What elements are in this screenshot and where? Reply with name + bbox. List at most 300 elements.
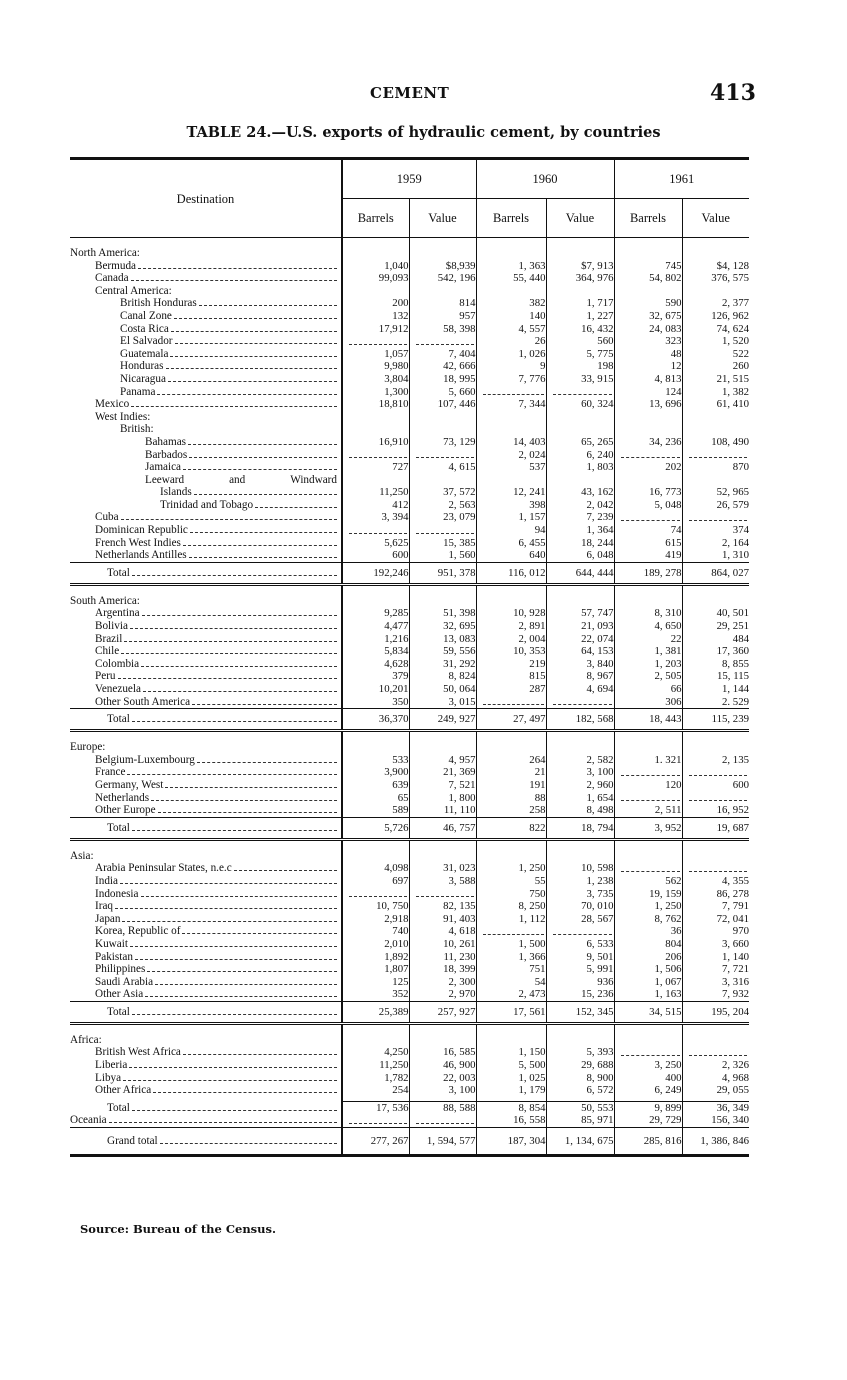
- cell-barrels-1960: 219: [476, 658, 546, 671]
- cell-value-1961: 7, 932: [682, 988, 749, 1001]
- cell-barrels-1961: [614, 247, 682, 260]
- cell-barrels-1959: 1,782: [342, 1072, 409, 1085]
- dot-leader: [155, 976, 337, 985]
- dot-leader: [132, 1006, 337, 1015]
- cell-barrels-1960: [476, 1034, 546, 1047]
- row-label-text: South America:: [70, 594, 140, 607]
- cell-barrels-1960: [476, 247, 546, 260]
- cell-value-1960: 16, 432: [546, 323, 614, 336]
- cell-value-1959: [409, 335, 476, 348]
- table-row: [70, 486, 749, 499]
- cell-barrels-1961: 562: [614, 875, 682, 888]
- cell-barrels-1960: 398: [476, 499, 546, 512]
- cell-value-1961: 3, 660: [682, 938, 749, 951]
- row-label: [120, 423, 341, 436]
- cell-barrels-1959: 17, 536: [342, 1101, 409, 1114]
- table-row: [70, 348, 749, 361]
- cell-value-1960: 1, 364: [546, 524, 614, 537]
- cell-barrels-1961: 2, 511: [614, 804, 682, 817]
- row-label: [95, 1059, 341, 1072]
- cell-value-1959: 107, 446: [409, 398, 476, 411]
- empty-dash: [416, 896, 474, 897]
- dot-leader: [190, 524, 337, 533]
- cell-barrels-1959: 600: [342, 549, 409, 562]
- cell-barrels-1960: [476, 595, 546, 608]
- dot-leader: [132, 567, 337, 576]
- cell-value-1959: [409, 285, 476, 298]
- table-row: [70, 360, 749, 373]
- table-row: [70, 297, 749, 310]
- cell-value-1961: 2, 326: [682, 1059, 749, 1072]
- table-row: [70, 976, 749, 989]
- cell-barrels-1959: 412: [342, 499, 409, 512]
- table-row: [70, 436, 749, 449]
- cell-barrels-1960: 187, 304: [476, 1128, 546, 1156]
- cell-value-1959: 22, 003: [409, 1072, 476, 1085]
- row-label: [70, 247, 341, 260]
- row-label: [95, 804, 341, 817]
- cell-barrels-1959: [342, 285, 409, 298]
- cell-barrels-1960: 9: [476, 360, 546, 373]
- empty-dash: [483, 704, 544, 705]
- cell-barrels-1960: 1, 026: [476, 348, 546, 361]
- table-row: [70, 963, 749, 976]
- cell-value-1961: 19, 687: [682, 817, 749, 839]
- cell-barrels-1959: 4,628: [342, 658, 409, 671]
- row-label-text: Jamaica: [145, 461, 182, 474]
- empty-dash: [553, 394, 612, 395]
- cell-barrels-1960: 264: [476, 754, 546, 767]
- cell-barrels-1959: 254: [342, 1084, 409, 1097]
- row-label: [95, 658, 341, 671]
- row-label: [95, 913, 341, 926]
- table-title: TABLE 24.—U.S. exports of hydraulic cement, by countries: [186, 124, 661, 141]
- cell-barrels-1959: 65: [342, 792, 409, 805]
- cell-barrels-1959: 5,726: [342, 817, 409, 839]
- row-label-text: Total: [107, 1101, 130, 1114]
- cell-value-1959: 249, 927: [409, 709, 476, 731]
- cell-value-1960: 43, 162: [546, 486, 614, 499]
- table-row: [70, 766, 749, 779]
- cell-value-1959: 5, 660: [409, 386, 476, 399]
- cell-value-1961: 374: [682, 524, 749, 537]
- cell-value-1961: 26, 579: [682, 499, 749, 512]
- row-label: [120, 373, 341, 386]
- cell-value-1961: [682, 850, 749, 863]
- cell-barrels-1960: 26: [476, 335, 546, 348]
- cell-barrels-1961: 18, 443: [614, 709, 682, 731]
- cell-barrels-1959: 2,918: [342, 913, 409, 926]
- spacer-row: [70, 1023, 749, 1034]
- spacer-row: [70, 238, 749, 248]
- dot-leader: [166, 360, 338, 369]
- cell-value-1961: 40, 501: [682, 607, 749, 620]
- row-label: [70, 850, 341, 863]
- cell-barrels-1960: 1, 025: [476, 1072, 546, 1085]
- cell-barrels-1960: 7, 344: [476, 398, 546, 411]
- empty-dash: [349, 1123, 407, 1124]
- dot-leader: [123, 1072, 337, 1081]
- cell-value-1959: 82, 135: [409, 900, 476, 913]
- cell-value-1961: [682, 474, 749, 487]
- col-value-1961: Value: [682, 199, 749, 238]
- cell-barrels-1961: 615: [614, 537, 682, 550]
- row-label: [95, 683, 341, 696]
- row-label-text: Total: [107, 713, 130, 726]
- cell-value-1960: 33, 915: [546, 373, 614, 386]
- dot-leader: [141, 888, 338, 897]
- cell-barrels-1961: 19, 159: [614, 888, 682, 901]
- row-label: [95, 976, 341, 989]
- table-row: [70, 696, 749, 709]
- table-row: [70, 1034, 749, 1047]
- cell-value-1959: 814: [409, 297, 476, 310]
- cell-value-1961: 74, 624: [682, 323, 749, 336]
- row-label-text: Belgium-Luxembourg: [95, 753, 195, 766]
- table-row: [70, 511, 749, 524]
- row-label: [107, 818, 341, 838]
- cell-value-1959: 7, 521: [409, 779, 476, 792]
- table-row: [70, 373, 749, 386]
- cell-barrels-1959: 697: [342, 875, 409, 888]
- cell-barrels-1961: [614, 741, 682, 754]
- row-label: [95, 888, 341, 901]
- cell-value-1960: 1, 654: [546, 792, 614, 805]
- table-row: [70, 670, 749, 683]
- cell-barrels-1960: [476, 411, 546, 424]
- table-row: [70, 607, 749, 620]
- cell-value-1961: [682, 1034, 749, 1047]
- cell-barrels-1959: [342, 850, 409, 863]
- cell-barrels-1959: [342, 474, 409, 487]
- row-label-text: Netherlands Antilles: [95, 549, 187, 562]
- cell-barrels-1959: 18,810: [342, 398, 409, 411]
- cell-value-1961: 522: [682, 348, 749, 361]
- cell-barrels-1959: 36,370: [342, 709, 409, 731]
- dot-leader: [115, 900, 337, 909]
- empty-dash: [349, 533, 407, 534]
- row-label: [145, 474, 341, 487]
- cell-value-1959: 32, 695: [409, 620, 476, 633]
- row-label-text: Total: [107, 566, 130, 579]
- row-label-text: Argentina: [95, 607, 140, 620]
- cell-value-1960: [546, 247, 614, 260]
- row-label-text: Other Asia: [95, 988, 144, 1001]
- cell-value-1960: 1, 238: [546, 875, 614, 888]
- cell-barrels-1961: 1, 203: [614, 658, 682, 671]
- empty-dash: [689, 871, 748, 872]
- cell-barrels-1960: [476, 474, 546, 487]
- cell-value-1960: [546, 411, 614, 424]
- row-label-text: Philippines: [95, 963, 146, 976]
- row-label: [107, 1002, 341, 1022]
- cell-value-1959: 8, 824: [409, 670, 476, 683]
- cell-barrels-1959: 4,477: [342, 620, 409, 633]
- cell-value-1960: 3, 100: [546, 766, 614, 779]
- cell-barrels-1960: [476, 386, 546, 399]
- cell-value-1959: 2, 563: [409, 499, 476, 512]
- cell-value-1960: 7, 239: [546, 511, 614, 524]
- cell-barrels-1961: 24, 083: [614, 323, 682, 336]
- cell-value-1959: 50, 064: [409, 683, 476, 696]
- cell-barrels-1960: 1, 179: [476, 1084, 546, 1097]
- cell-barrels-1959: 1,892: [342, 951, 409, 964]
- cell-value-1959: 257, 927: [409, 1001, 476, 1023]
- cell-value-1960: 3, 735: [546, 888, 614, 901]
- cell-value-1959: 16, 585: [409, 1046, 476, 1059]
- row-label: [120, 335, 341, 348]
- row-label: [145, 461, 341, 474]
- row-label: [107, 709, 341, 729]
- cell-barrels-1960: 10, 928: [476, 607, 546, 620]
- cell-value-1960: 560: [546, 335, 614, 348]
- dot-leader: [151, 792, 337, 801]
- cell-value-1960: 6, 572: [546, 1084, 614, 1097]
- cell-value-1959: 11, 230: [409, 951, 476, 964]
- row-label: [95, 754, 341, 767]
- row-label-text: Arabia Peninsular States, n.e.c: [95, 862, 232, 875]
- cell-value-1959: 18, 399: [409, 963, 476, 976]
- empty-dash: [689, 800, 748, 801]
- row-label-text: Libya: [95, 1071, 122, 1084]
- running-head: [0, 80, 847, 110]
- table-row: [70, 888, 749, 901]
- row-label: [95, 1046, 341, 1059]
- cell-barrels-1959: 277, 267: [342, 1128, 409, 1156]
- total-row: [70, 1001, 749, 1023]
- dot-leader: [183, 461, 337, 470]
- cell-barrels-1961: 285, 816: [614, 1128, 682, 1156]
- cell-barrels-1960: 94: [476, 524, 546, 537]
- cell-value-1961: 195, 204: [682, 1001, 749, 1023]
- table-row: [70, 595, 749, 608]
- cell-barrels-1959: 350: [342, 696, 409, 709]
- cell-value-1960: 1, 717: [546, 297, 614, 310]
- cell-barrels-1959: 379: [342, 670, 409, 683]
- cell-value-1959: 23, 079: [409, 511, 476, 524]
- row-label: [95, 696, 341, 709]
- dot-leader: [234, 862, 337, 871]
- empty-dash: [416, 533, 474, 534]
- row-label: [70, 1034, 341, 1047]
- cell-value-1960: 936: [546, 976, 614, 989]
- cell-value-1960: [546, 595, 614, 608]
- spacer-row: [70, 839, 749, 850]
- table-row: [70, 1059, 749, 1072]
- cell-value-1961: 72, 041: [682, 913, 749, 926]
- cell-value-1960: [546, 741, 614, 754]
- row-label-text: Costa Rica: [120, 322, 169, 335]
- table-row: [70, 247, 749, 260]
- cell-barrels-1960: [476, 285, 546, 298]
- empty-dash: [689, 1055, 748, 1056]
- cell-barrels-1959: [342, 1114, 409, 1127]
- row-label-text: Europe:: [70, 741, 106, 754]
- row-label: [95, 779, 341, 792]
- row-label: [95, 963, 341, 976]
- row-label: [95, 511, 341, 524]
- cell-value-1959: 2, 970: [409, 988, 476, 1001]
- dot-leader: [132, 1102, 337, 1111]
- cell-barrels-1961: 48: [614, 348, 682, 361]
- cell-barrels-1961: 3, 952: [614, 817, 682, 839]
- cell-barrels-1959: 10,201: [342, 683, 409, 696]
- cell-barrels-1959: 17,912: [342, 323, 409, 336]
- dot-leader: [168, 373, 337, 382]
- cell-barrels-1959: [342, 1034, 409, 1047]
- cell-value-1960: 15, 236: [546, 988, 614, 1001]
- empty-dash: [621, 800, 680, 801]
- empty-dash: [349, 344, 407, 345]
- row-label-text: British Honduras: [120, 297, 197, 310]
- cell-barrels-1961: 6, 249: [614, 1084, 682, 1097]
- cell-barrels-1960: 640: [476, 549, 546, 562]
- row-label: [95, 766, 341, 779]
- cell-barrels-1961: 189, 278: [614, 562, 682, 584]
- table-body: [70, 238, 749, 1156]
- empty-dash: [553, 704, 612, 705]
- cell-barrels-1959: [342, 888, 409, 901]
- row-label: [95, 620, 341, 633]
- table-row: [70, 779, 749, 792]
- row-label: [120, 323, 341, 336]
- cell-value-1961: 260: [682, 360, 749, 373]
- cell-barrels-1959: 352: [342, 988, 409, 1001]
- table-row: [70, 1084, 749, 1097]
- row-label-text: India: [95, 874, 118, 887]
- cell-barrels-1959: 589: [342, 804, 409, 817]
- cell-value-1959: 4, 618: [409, 925, 476, 938]
- cell-barrels-1961: 1, 067: [614, 976, 682, 989]
- cell-barrels-1960: 751: [476, 963, 546, 976]
- cell-value-1961: 16, 952: [682, 804, 749, 817]
- dot-leader: [109, 1114, 337, 1123]
- cell-barrels-1960: 10, 353: [476, 645, 546, 658]
- row-label-text: Central America:: [95, 284, 172, 297]
- cell-value-1959: 10, 261: [409, 938, 476, 951]
- row-label-text: Grand total: [107, 1135, 158, 1148]
- cell-value-1961: 17, 360: [682, 645, 749, 658]
- cell-barrels-1959: 5,834: [342, 645, 409, 658]
- dot-leader: [121, 645, 337, 654]
- row-label-text: Oceania: [70, 1114, 107, 1127]
- row-label-text: Kuwait: [95, 937, 128, 950]
- col-barrels-1961: Barrels: [614, 199, 682, 238]
- dot-leader: [130, 620, 337, 629]
- cell-value-1960: 364, 976: [546, 272, 614, 285]
- cell-barrels-1959: 9,285: [342, 607, 409, 620]
- cell-value-1959: 542, 196: [409, 272, 476, 285]
- cell-barrels-1960: [476, 423, 546, 436]
- cell-barrels-1959: [342, 524, 409, 537]
- row-label: [95, 988, 341, 1001]
- dot-leader: [183, 1046, 337, 1055]
- cell-barrels-1961: [614, 285, 682, 298]
- cell-barrels-1961: [614, 862, 682, 875]
- dot-leader: [138, 260, 337, 269]
- cell-value-1961: [682, 741, 749, 754]
- row-label: [95, 411, 341, 424]
- cell-barrels-1961: [614, 792, 682, 805]
- cell-value-1961: 1, 310: [682, 549, 749, 562]
- cell-barrels-1959: 1,040: [342, 260, 409, 273]
- row-label-text: Netherlands: [95, 791, 150, 804]
- dot-leader: [174, 310, 337, 319]
- cell-barrels-1961: 419: [614, 549, 682, 562]
- row-label: [120, 386, 341, 399]
- row-label-text: Dominican Republic: [95, 524, 188, 537]
- cell-value-1961: 2. 529: [682, 696, 749, 709]
- cell-value-1960: 152, 345: [546, 1001, 614, 1023]
- cell-value-1959: [409, 741, 476, 754]
- cell-value-1961: 29, 055: [682, 1084, 749, 1097]
- cell-value-1961: [682, 285, 749, 298]
- empty-dash: [416, 344, 474, 345]
- table-row: [70, 323, 749, 336]
- row-label-text: Trinidad and Tobago: [160, 498, 254, 511]
- row-label: [120, 310, 341, 323]
- cell-barrels-1959: 3,804: [342, 373, 409, 386]
- table-row: [70, 272, 749, 285]
- cell-value-1959: [409, 524, 476, 537]
- cell-barrels-1959: [342, 247, 409, 260]
- table-row: [70, 1072, 749, 1085]
- row-label-text: Bermuda: [95, 259, 137, 272]
- cell-value-1961: 864, 027: [682, 562, 749, 584]
- cell-barrels-1959: [342, 411, 409, 424]
- grand-total-row: [70, 1128, 749, 1156]
- cell-value-1959: [409, 1114, 476, 1127]
- cell-value-1960: [546, 474, 614, 487]
- cell-value-1961: 86, 278: [682, 888, 749, 901]
- cell-barrels-1961: 3, 250: [614, 1059, 682, 1072]
- row-label: [95, 524, 341, 537]
- dot-leader: [183, 537, 337, 546]
- cell-barrels-1961: 2, 505: [614, 670, 682, 683]
- cell-barrels-1959: 192,246: [342, 562, 409, 584]
- cell-value-1959: [409, 423, 476, 436]
- cell-barrels-1960: 2, 473: [476, 988, 546, 1001]
- cell-barrels-1961: 1, 250: [614, 900, 682, 913]
- cell-barrels-1959: 11,250: [342, 1059, 409, 1072]
- cell-value-1960: 5, 393: [546, 1046, 614, 1059]
- cell-barrels-1960: 1, 250: [476, 862, 546, 875]
- row-label: [120, 348, 341, 361]
- row-label: [95, 260, 341, 273]
- cell-barrels-1961: 120: [614, 779, 682, 792]
- cell-value-1961: 61, 410: [682, 398, 749, 411]
- col-barrels-1959: Barrels: [342, 199, 409, 238]
- cell-value-1961: [682, 862, 749, 875]
- cell-value-1959: 46, 757: [409, 817, 476, 839]
- dot-leader: [131, 398, 337, 407]
- row-label-text: Colombia: [95, 657, 140, 670]
- cell-value-1961: 3, 316: [682, 976, 749, 989]
- cell-value-1959: 951, 378: [409, 562, 476, 584]
- row-label-text: Panama: [120, 385, 156, 398]
- cell-value-1961: [682, 449, 749, 462]
- cell-value-1961: 115, 239: [682, 709, 749, 731]
- cell-barrels-1961: 8, 310: [614, 607, 682, 620]
- dot-leader: [142, 607, 337, 616]
- cell-value-1959: 31, 023: [409, 862, 476, 875]
- cell-barrels-1960: 1, 112: [476, 913, 546, 926]
- row-label-word: Leeward: [145, 473, 185, 486]
- cell-barrels-1959: 25,389: [342, 1001, 409, 1023]
- cell-barrels-1960: [476, 925, 546, 938]
- cell-value-1961: 1, 140: [682, 951, 749, 964]
- empty-dash: [416, 457, 474, 458]
